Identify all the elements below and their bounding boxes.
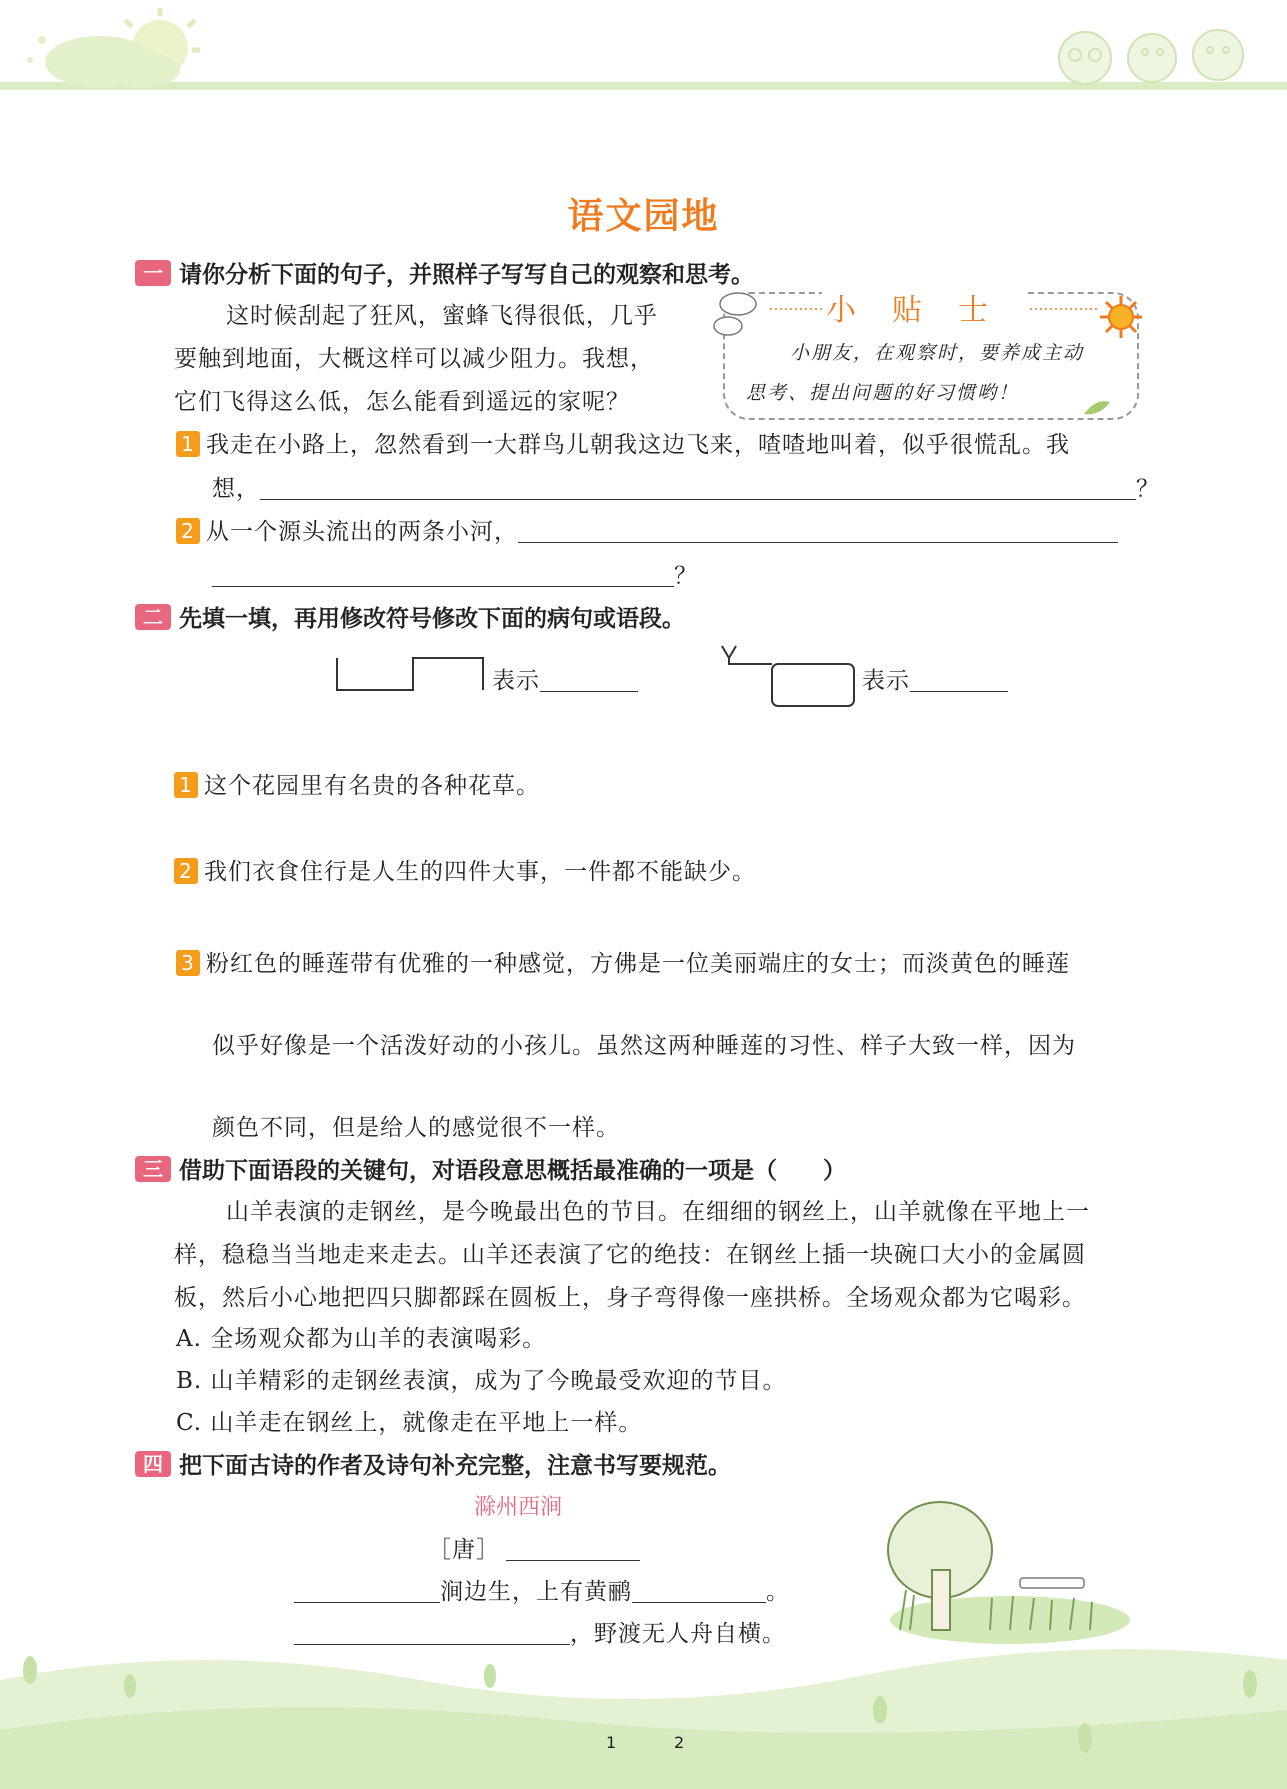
s1-question-2	[176, 513, 1118, 546]
poem-line-1-blank-b[interactable]	[632, 1576, 766, 1603]
example-line-3: 它们飞得这么低，怎么能看到遥远的家呢？	[174, 389, 630, 415]
header-decoration	[0, 0, 1287, 100]
s1-q1-answer-blank[interactable]	[260, 473, 1136, 500]
section-4-heading	[135, 1447, 731, 1480]
s2-q2-number: 2	[174, 858, 198, 884]
poem-line-2-text: ，野渡无人舟自横。	[570, 1621, 786, 1647]
s1-q1-number: 1	[176, 431, 200, 457]
section-4-heading-text: 把下面古诗的作者及诗句补充完整，注意书写要规范。	[179, 1453, 731, 1479]
section-1-heading-text: 请你分析下面的句子，并照样子写写自己的观察和思考。	[179, 262, 754, 288]
insert-mark-blank[interactable]	[910, 665, 1008, 692]
section-1-badge: 一	[135, 260, 171, 286]
s1-q1-qmark: ？	[1136, 476, 1160, 502]
section-2-heading	[135, 600, 685, 633]
example-line-1: 这时候刮起了狂风，蜜蜂飞得很低，几乎	[226, 303, 658, 329]
s1-q2-qmark: ？	[674, 563, 698, 589]
s3-paragraph-line-2: 样，稳稳当当地走来走去。山羊还表演了它的绝技：在钢丝上插一块碗口大小的金属圆	[174, 1242, 1086, 1268]
footer-hills	[0, 1620, 1287, 1789]
page-title: 语文园地	[567, 196, 720, 237]
s2-q3-number: 3	[176, 950, 200, 976]
poem-title: 滁州西涧	[474, 1495, 563, 1520]
leaf-icon	[1082, 396, 1112, 418]
s2-q2-text: 我们衣食住行是人生的四件大事，一件都不能缺少。	[204, 859, 756, 885]
s2-q3-line-2: 似乎好像是一个活泼好动的小孩儿。虽然这两种睡莲的习性、样子大致一样，因为	[212, 1033, 1076, 1059]
section-3-heading-text: 借助下面语段的关键句，对语段意思概括最准确的一项是（ ）	[179, 1158, 846, 1184]
insert-mark-symbol	[720, 644, 860, 710]
poem-line-1-period: 。	[766, 1579, 790, 1605]
s3-option-a[interactable]: A. 全场观众都为山羊的表演喝彩。	[176, 1326, 547, 1352]
s2-q3-line-1: 粉红色的睡莲带有优雅的一种感觉，方佛是一位美丽端庄的女士；而淡黄色的睡莲	[206, 951, 1070, 977]
s1-question-1	[176, 426, 1070, 459]
s1-q2-answer-blank-1[interactable]	[518, 516, 1118, 543]
animal-faces-icon	[1059, 30, 1243, 84]
section-3-badge: 三	[135, 1156, 171, 1182]
poem-dynasty: ［唐］	[428, 1537, 500, 1563]
s1-q1-continued: 想，	[212, 476, 260, 502]
s2-question-3	[176, 945, 1070, 978]
cloud-icon	[706, 286, 766, 342]
s3-option-b[interactable]: B. 山羊精彩的走钢丝表演，成为了今晚最受欢迎的节目。	[176, 1368, 787, 1394]
section-1-heading	[135, 256, 754, 289]
section-3-heading	[135, 1152, 846, 1185]
section-4-badge: 四	[135, 1451, 171, 1477]
swap-mark-meaning	[492, 662, 638, 695]
swap-mark-label: 表示	[492, 668, 540, 694]
poem-author-blank[interactable]	[506, 1534, 640, 1561]
s3-option-c[interactable]: C. 山羊走在钢丝上，就像走在平地上一样。	[176, 1410, 643, 1436]
section-2-badge: 二	[135, 604, 171, 630]
s3-paragraph-line-3: 板，然后小心地把四只脚都踩在圆板上，身子弯得像一座拱桥。全场观众都为它喝彩。	[174, 1285, 1086, 1311]
s1-q2-answer-blank-2[interactable]	[212, 560, 674, 587]
poem-line-1-text: 涧边生，上有黄鹂	[440, 1579, 632, 1605]
tip-line-2: 思考、提出问题的好习惯哟！	[746, 382, 1020, 404]
s2-question-1	[174, 767, 540, 800]
sun-cloud-icon	[27, 8, 200, 88]
tip-line-1: 小朋友，在观察时，要养成主动	[790, 342, 1085, 364]
tip-title-text: 小贴士	[822, 285, 1028, 329]
swap-mark-blank[interactable]	[540, 665, 638, 692]
s2-q3-line-3: 颜色不同，但是给人的感觉很不一样。	[212, 1115, 620, 1141]
s1-q2-text: 从一个源头流出的两条小河，	[206, 519, 518, 545]
page-number-left: 1	[606, 1733, 617, 1752]
insert-mark-meaning	[862, 662, 1008, 695]
swap-mark-symbol	[333, 656, 488, 692]
poem-line-1	[294, 1573, 790, 1606]
poem-author-row	[428, 1531, 640, 1564]
sun-icon	[1098, 294, 1144, 340]
example-line-2: 要触到地面，大概这样可以减少阻力。我想，	[174, 346, 654, 372]
s3-paragraph-line-1: 山羊表演的走钢丝，是今晚最出色的节目。在细细的钢丝上，山羊就像在平地上一	[226, 1199, 1090, 1225]
s2-q1-text: 这个花园里有名贵的各种花草。	[204, 773, 540, 799]
s1-q1-answer-row	[212, 470, 1160, 503]
s2-question-2	[174, 853, 756, 886]
s1-q1-text: 我走在小路上，忽然看到一大群鸟儿朝我这边飞来，喳喳地叫着，似乎很慌乱。我	[206, 432, 1070, 458]
s1-q2-answer-row-2	[212, 557, 698, 590]
poem-line-1-blank-a[interactable]	[294, 1576, 440, 1603]
insert-mark-label: 表示	[862, 668, 910, 694]
section-2-heading-text: 先填一填，再用修改符号修改下面的病句或语段。	[179, 606, 685, 632]
s1-q2-number: 2	[176, 518, 200, 544]
s2-q1-number: 1	[174, 772, 198, 798]
page-number-right: 2	[674, 1733, 685, 1752]
